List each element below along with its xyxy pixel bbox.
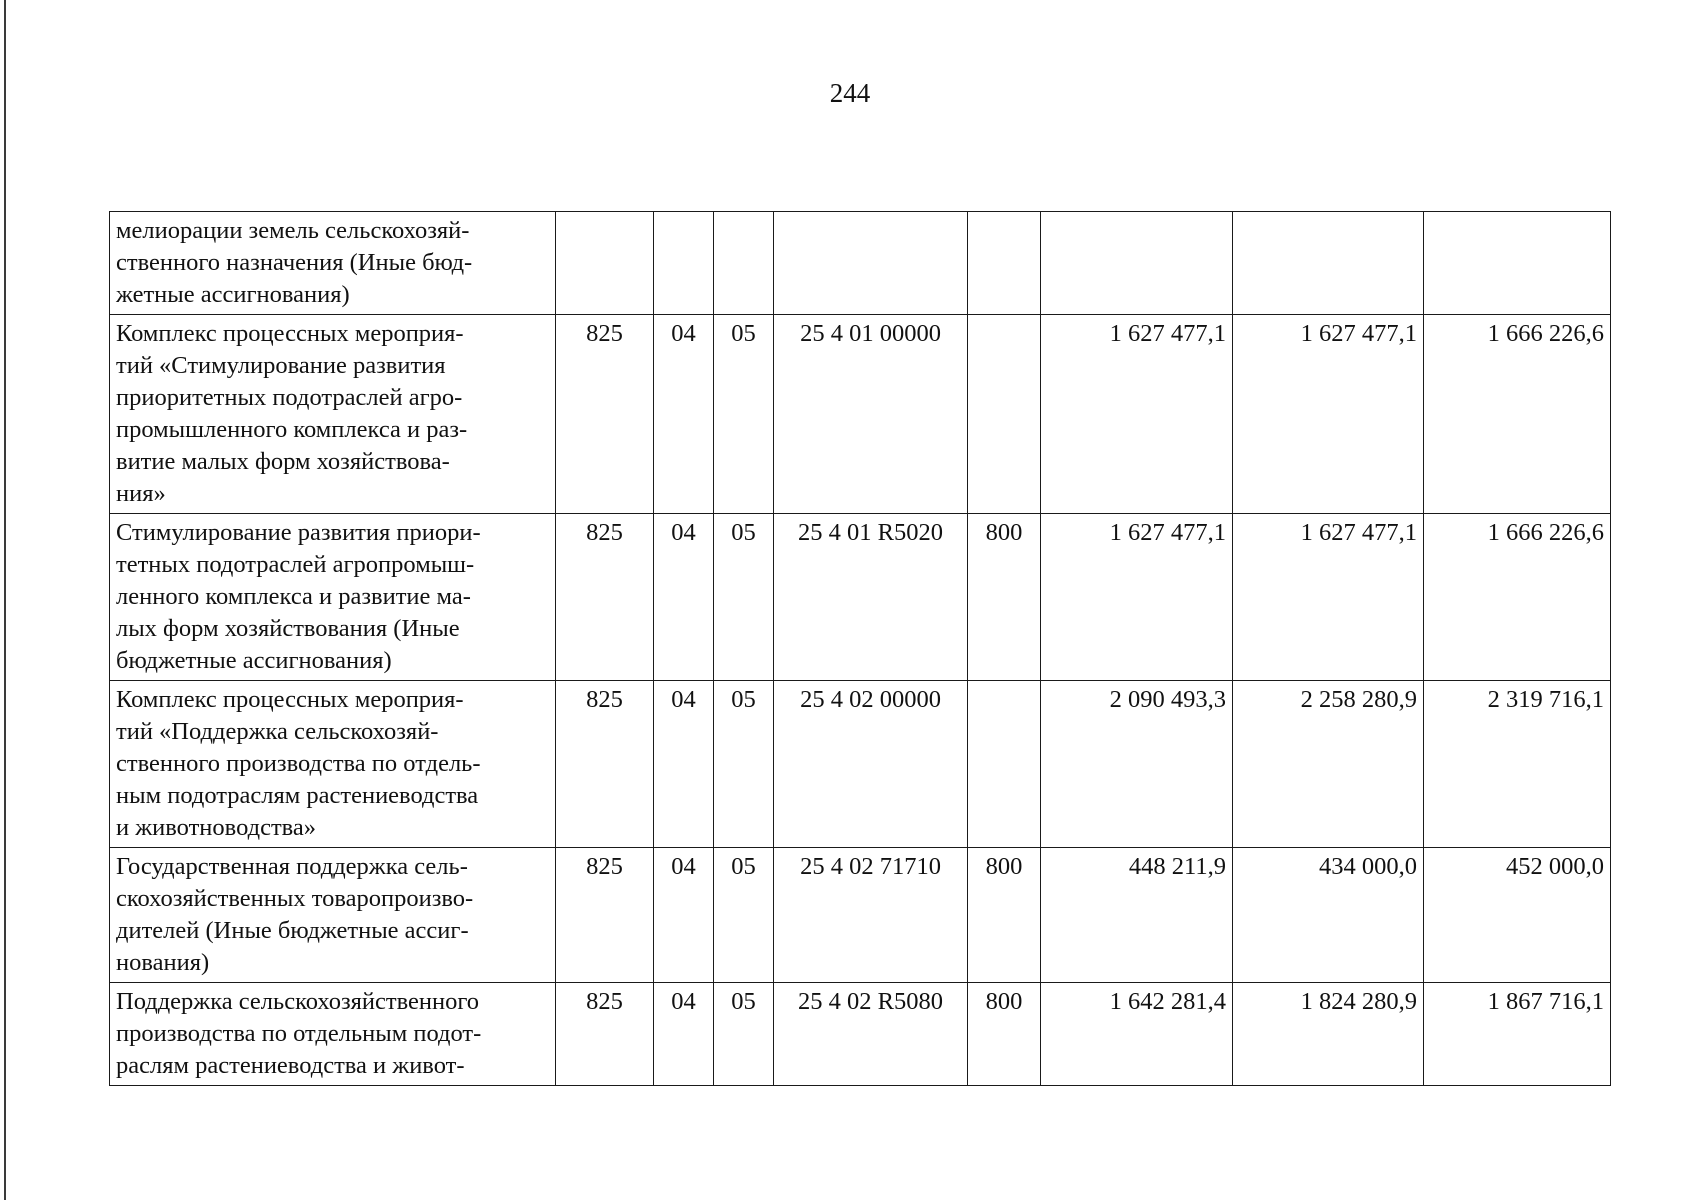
page-number: 244 [829,78,871,108]
row-ministry-code: 825 [556,983,654,1086]
table-row [110,848,1611,983]
row-expense-type: 800 [968,983,1041,1086]
row-amount-1: 2 090 493,3 [1041,681,1233,848]
row-expense-type: 800 [968,514,1041,681]
table-row [110,315,1611,514]
row-amount-3: 452 000,0 [1424,848,1611,983]
row-ministry-code [556,212,654,315]
row-subsection-code: 05 [714,315,774,514]
row-expense-type: 800 [968,848,1041,983]
row-amount-3 [1424,212,1611,315]
scan-edge [4,0,6,1200]
row-amount-3: 1 666 226,6 [1424,514,1611,681]
row-ministry-code: 825 [556,315,654,514]
row-amount-2: 1 627 477,1 [1233,514,1424,681]
row-target-article: 25 4 02 00000 [774,681,968,848]
row-target-article [774,212,968,315]
row-section-code: 04 [654,514,714,681]
row-expense-type [968,212,1041,315]
table-row [110,514,1611,681]
row-amount-3: 2 319 716,1 [1424,681,1611,848]
row-amount-1 [1041,212,1233,315]
row-amount-2: 1 627 477,1 [1233,315,1424,514]
row-name: Стимулирование развития приори- тетных подотраслей агропромыш- ленного комплекса и развитие ма- лых форм хозяйствования (Иные бюджетные ассигнования) [110,514,556,681]
row-name: мелиорации земель сельскохозяй- ственного назначения (Иные бюд- жетные ассигнования) [110,212,556,315]
row-section-code [654,212,714,315]
row-expense-type [968,681,1041,848]
row-amount-2: 2 258 280,9 [1233,681,1424,848]
row-ministry-code: 825 [556,681,654,848]
row-subsection-code: 05 [714,681,774,848]
row-name: Государственная поддержка сель- скохозяйственных товаропроизво- дителей (Иные бюджетные ассиг- нования) [110,848,556,983]
row-name: Поддержка сельскохозяйственного производства по отдельным подот- раслям растениеводства и живот- [110,983,556,1086]
row-amount-2 [1233,212,1424,315]
row-ministry-code: 825 [556,514,654,681]
row-subsection-code [714,212,774,315]
row-amount-1: 448 211,9 [1041,848,1233,983]
row-target-article: 25 4 02 R5080 [774,983,968,1086]
row-subsection-code: 05 [714,848,774,983]
budget-table [109,211,1611,1086]
row-amount-3: 1 867 716,1 [1424,983,1611,1086]
row-target-article: 25 4 02 71710 [774,848,968,983]
row-subsection-code: 05 [714,983,774,1086]
row-name: Комплекс процессных мероприя- тий «Стимулирование развития приоритетных подотраслей агро- промышленного комплекса и раз- витие малых форм хозяйствова- ния» [110,315,556,514]
row-target-article: 25 4 01 R5020 [774,514,968,681]
table-row [110,212,1611,315]
row-amount-1: 1 642 281,4 [1041,983,1233,1086]
row-ministry-code: 825 [556,848,654,983]
row-amount-3: 1 666 226,6 [1424,315,1611,514]
row-name: Комплекс процессных мероприя- тий «Поддержка сельскохозяй- ственного производства по отдель- ным подотраслям растениеводства и животноводства» [110,681,556,848]
row-section-code: 04 [654,681,714,848]
row-section-code: 04 [654,315,714,514]
row-section-code: 04 [654,848,714,983]
table-row [110,681,1611,848]
table-body [110,212,1611,1086]
row-subsection-code: 05 [714,514,774,681]
row-amount-2: 434 000,0 [1233,848,1424,983]
row-section-code: 04 [654,983,714,1086]
row-amount-1: 1 627 477,1 [1041,315,1233,514]
table-row [110,983,1611,1086]
row-amount-1: 1 627 477,1 [1041,514,1233,681]
row-amount-2: 1 824 280,9 [1233,983,1424,1086]
row-target-article: 25 4 01 00000 [774,315,968,514]
row-expense-type [968,315,1041,514]
